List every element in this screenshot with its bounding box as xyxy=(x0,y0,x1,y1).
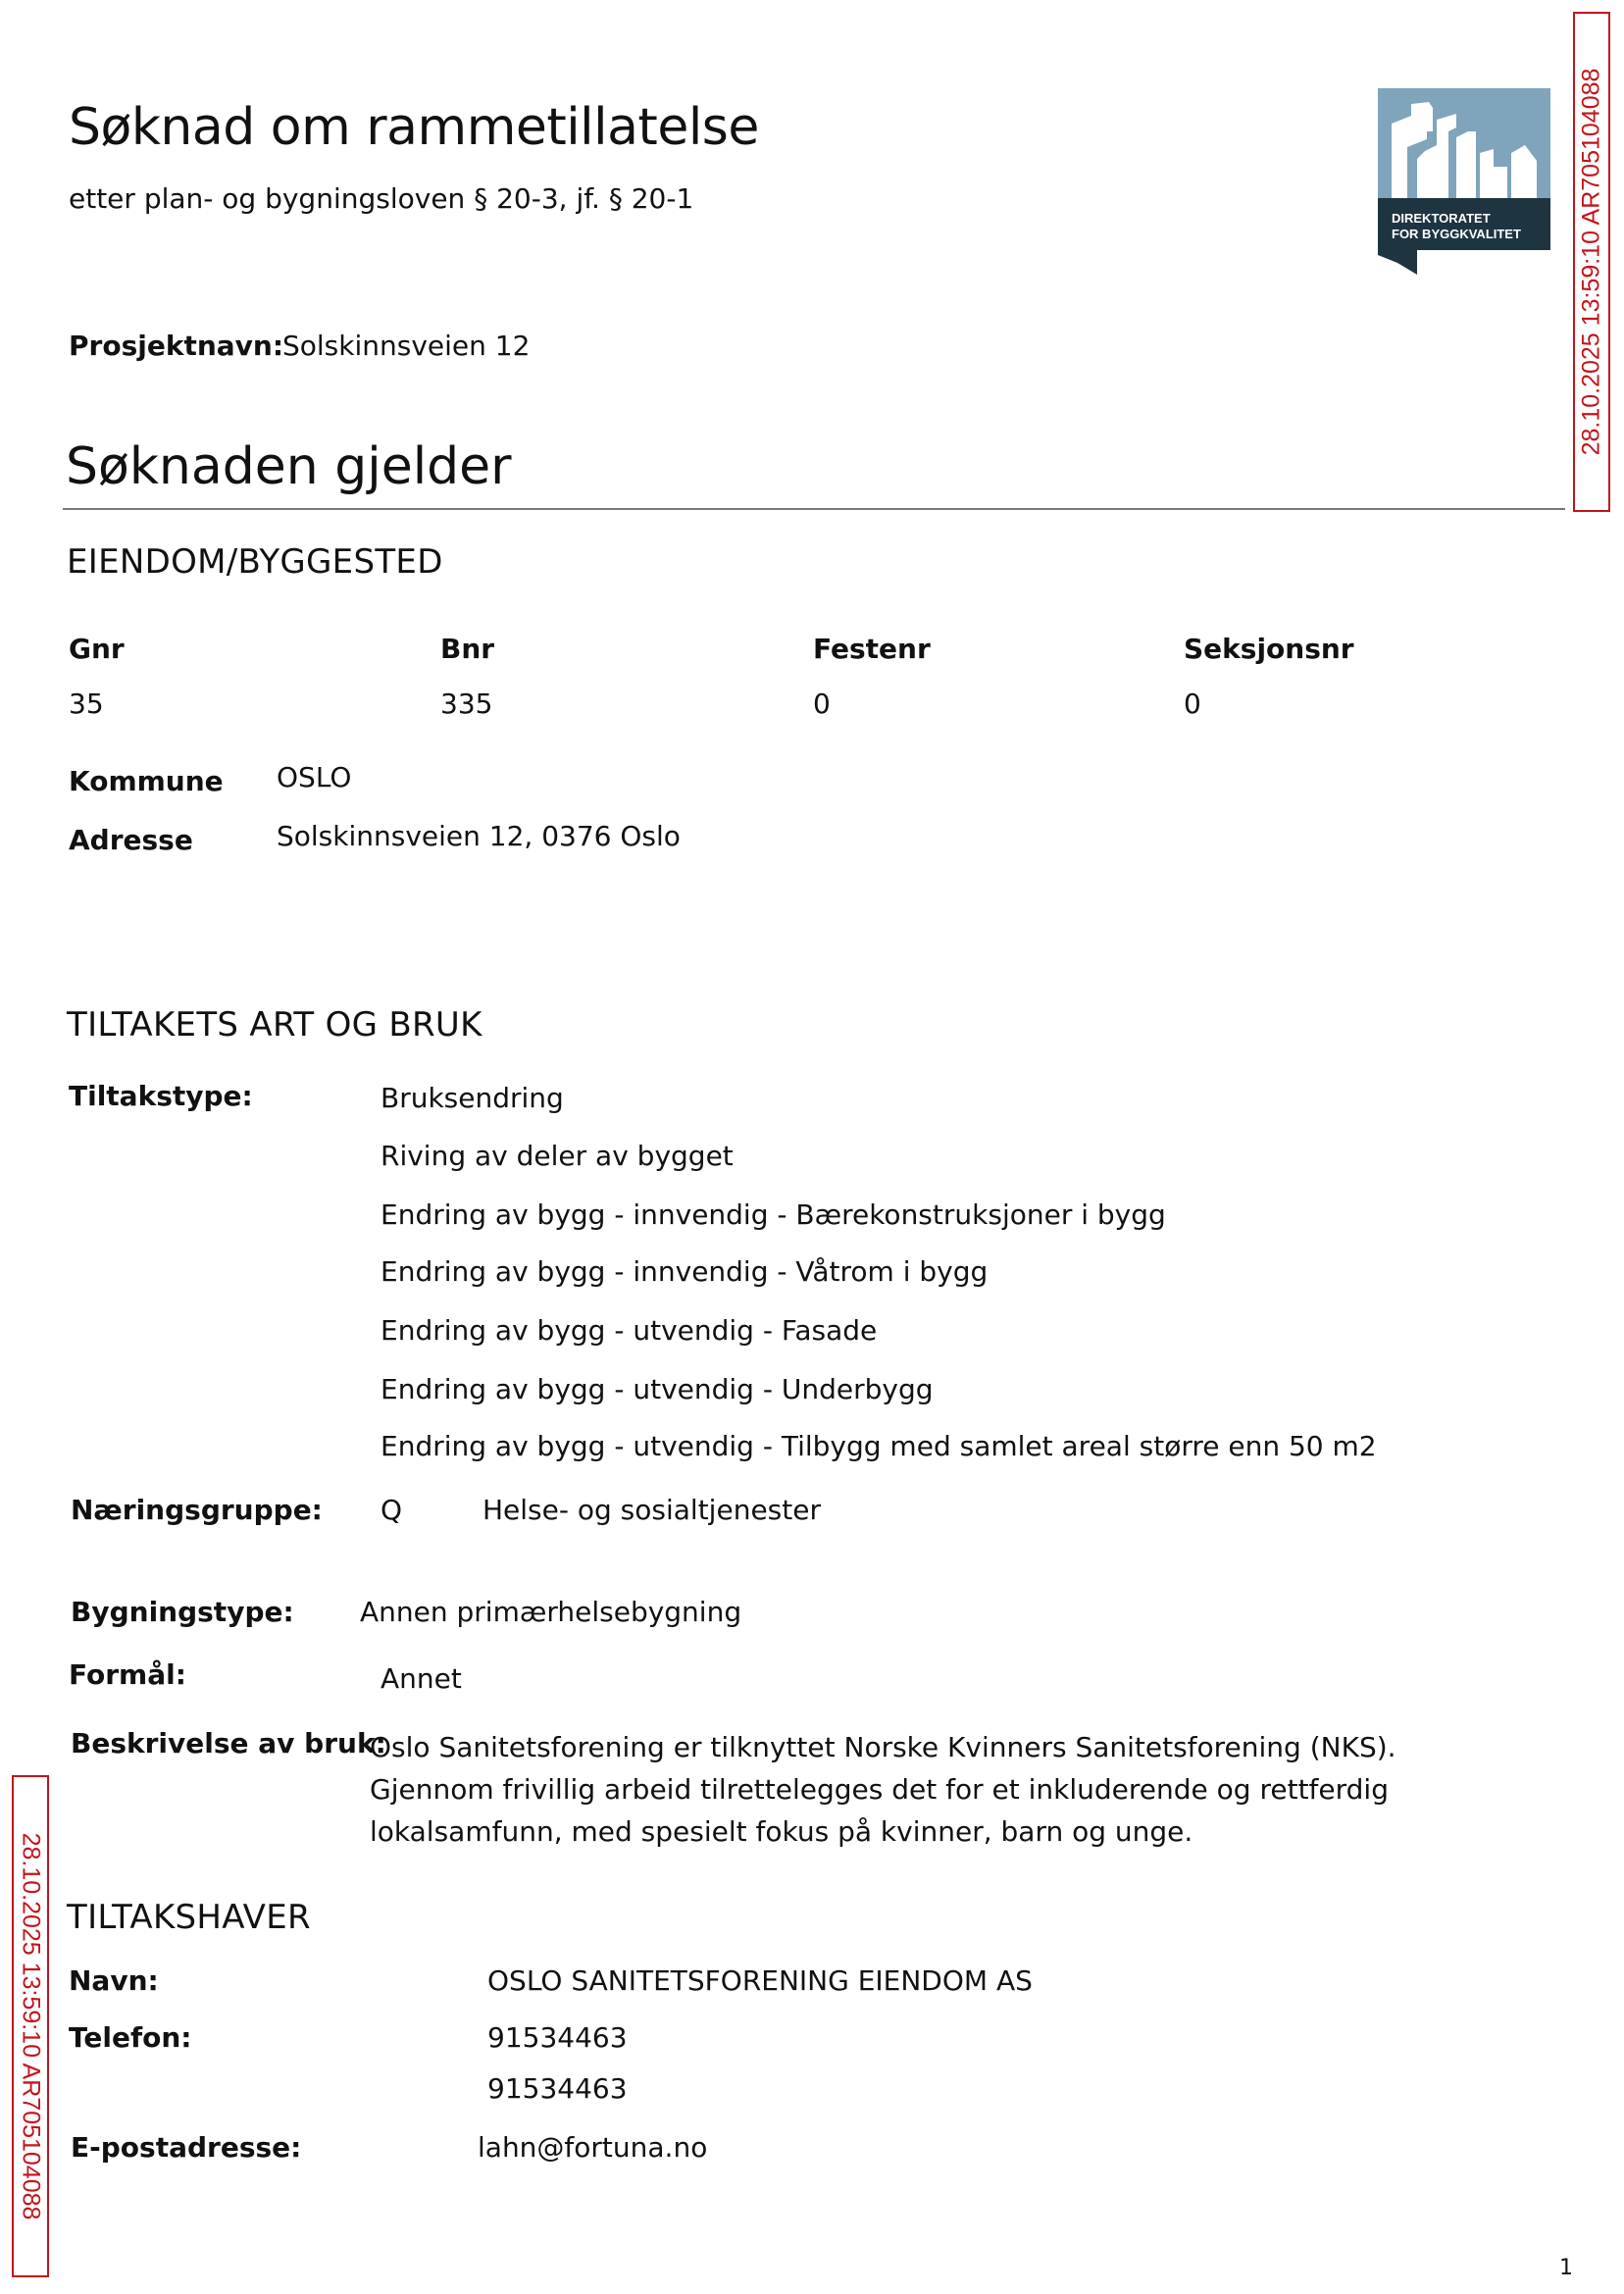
dibk-logo-graphic xyxy=(1378,88,1550,275)
timestamp-stamp-left xyxy=(12,1775,49,2277)
tiltakstype-item: Endring av bygg - utvendig - Fasade xyxy=(381,1314,878,1347)
section-divider xyxy=(63,508,1565,510)
beskrivelse-value: Oslo Sanitetsforening er tilknyttet Norske Kvinners Sanitetsforening (NKS). Gjennom frivillig arbeid tilrettelegges det for et inkluderende og rettferdig lokalsamfunn, med spesielt fokus på kvinner, barn og unge. xyxy=(370,1731,1396,1848)
epost-value: lahn@fortuna.no xyxy=(478,2131,708,2164)
navn-value: OSLO SANITETSFORENING EIENDOM AS xyxy=(487,1964,1033,1997)
tiltakstype-item: Endring av bygg - utvendig - Underbygg xyxy=(381,1373,934,1405)
beskrivelse-label: Beskrivelse av bruk: xyxy=(71,1727,386,1759)
logo-text-line2: FOR BYGGKVALITET xyxy=(1392,227,1521,241)
document-subtitle: etter plan- og bygningsloven § 20-3, jf. § 20-1 xyxy=(69,182,694,215)
naeringsgruppe-label: Næringsgruppe: xyxy=(71,1494,323,1526)
property-heading: EIENDOM/BYGGESTED xyxy=(67,542,443,582)
document-title: Søknad om rammetillatelse xyxy=(69,98,759,157)
tiltak-heading: TILTAKETS ART OG BRUK xyxy=(67,1005,482,1045)
tiltakstype-item: Bruksendring xyxy=(381,1082,564,1114)
tiltakstype-item: Endring av bygg - innvendig - Våtrom i bygg xyxy=(381,1255,989,1288)
timestamp-stamp-top xyxy=(1573,12,1610,512)
dibk-logo xyxy=(1378,88,1550,275)
logo-text-line1: DIREKTORATET xyxy=(1392,211,1491,226)
tiltakstype-label: Tiltakstype: xyxy=(69,1080,253,1112)
tiltakstype-item: Endring av bygg - innvendig - Bærekonstruksjoner i bygg xyxy=(381,1198,1166,1231)
page-number: 1 xyxy=(1559,2256,1573,2280)
tiltakstype-item: Endring av bygg - utvendig - Tilbygg med samlet areal større enn 50 m2 xyxy=(381,1430,1377,1462)
naeringsgruppe-code: Q xyxy=(381,1494,403,1526)
section-title: Søknaden gjelder xyxy=(66,437,512,496)
naeringsgruppe-value: Helse- og sosialtjenester xyxy=(482,1494,821,1526)
bygningstype-label: Bygningstype: xyxy=(71,1596,294,1628)
gnr-label: Gnr xyxy=(69,633,125,665)
tiltakstype-item: Riving av deler av bygget xyxy=(381,1140,734,1172)
festenr-label: Festenr xyxy=(813,633,931,665)
tiltakshaver-heading: TILTAKSHAVER xyxy=(67,1898,311,1937)
bnr-label: Bnr xyxy=(440,633,495,665)
telefon-label: Telefon: xyxy=(69,2021,192,2054)
kommune-label: Kommune xyxy=(69,765,224,797)
seksjonsnr-label: Seksjonsnr xyxy=(1184,633,1354,665)
telefon-value: 91534463 xyxy=(487,2072,628,2105)
telefon-value: 91534463 xyxy=(487,2021,628,2054)
seksjonsnr-value: 0 xyxy=(1184,688,1201,720)
formal-value: Annet xyxy=(381,1662,462,1695)
navn-label: Navn: xyxy=(69,1964,159,1997)
bnr-value: 335 xyxy=(440,688,493,720)
adresse-label: Adresse xyxy=(69,824,193,856)
bygningstype-value: Annen primærhelsebygning xyxy=(360,1596,742,1628)
stamp-text: 28.10.2025 13:59:10 AR705104088 xyxy=(1577,68,1605,456)
project-value: Solskinnsveien 12 xyxy=(282,330,531,362)
gnr-value: 35 xyxy=(69,688,104,720)
kommune-value: OSLO xyxy=(277,761,352,793)
project-label: Prosjektnavn: xyxy=(69,330,284,362)
festenr-value: 0 xyxy=(813,688,831,720)
formal-label: Formål: xyxy=(69,1658,186,1691)
epost-label: E-postadresse: xyxy=(71,2131,302,2164)
adresse-value: Solskinnsveien 12, 0376 Oslo xyxy=(277,820,681,852)
stamp-text: 28.10.2025 13:59:10 AR705104088 xyxy=(17,1832,45,2220)
